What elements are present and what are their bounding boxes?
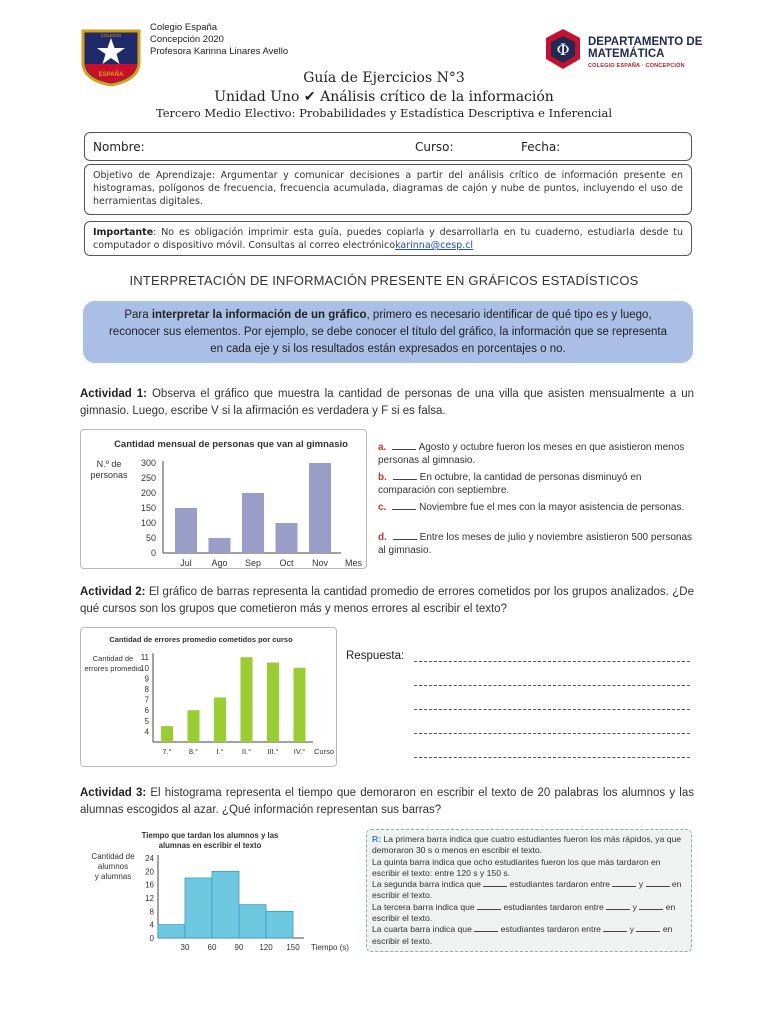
chart-title: alumnas en escribir el texto <box>158 841 262 850</box>
y-axis-label: N.º de <box>96 459 122 469</box>
intro-callout: Para interpretar la información de un gráfico, primero es necesario identificar de qué tipo es y luego, reconocer sus elementos. Por ejemplo, se debe conocer el título del gráfico, la información que se representa en cada eje y si los resultados están expresados en porcentajes o no. <box>83 301 693 363</box>
department-name: DEPARTAMENTO DE MATEMÁTICA COLEGIO ESPAÑA · CONCEPCIÓN <box>588 36 703 69</box>
chart-3-frame <box>80 826 350 954</box>
y-tick-label: 0 <box>150 548 156 558</box>
answer-line-5: La cuarta barra indica que estudiantes tardaron entre y en escribir el texto. <box>372 924 673 946</box>
learning-objective: Objetivo de Aprendizaje: Argumentar y comunicar decisiones a partir del análisis crítico de información presente en histogramas, polígonos de frecuencia, frecuencia acumulada, diagramas de cajón y nube de puntos, incluyendo el uso de herramientas digitales. <box>84 164 692 215</box>
important-note: Importante: No es obligación imprimir esta guía, puedes copiarla y desarrollarla en tu cuaderno, estudiarla desde tu computador o dispositivo móvil. Consultas al correo electrónicokarinna@cesp.cl <box>84 221 692 256</box>
y-tick-label: 8 <box>144 685 149 694</box>
name-label: Nombre: <box>93 140 145 154</box>
bar <box>239 905 266 938</box>
x-tick-label: 150 <box>286 943 300 952</box>
answer-blank[interactable] <box>392 509 416 510</box>
chart-1-frame <box>80 429 367 569</box>
y-tick-label: 100 <box>140 518 156 528</box>
y-axis-label: errores promedio <box>84 664 142 673</box>
chart-2-frame <box>80 627 337 767</box>
y-tick-label: 10 <box>140 663 149 673</box>
answer-line-1: R: La primera barra indica que cuatro estudiantes fueron los más rápidos, ya que demoraron 30 s o menos en escribir el texto. <box>372 834 682 856</box>
activity-3-answer-box <box>366 829 692 952</box>
x-tick-label: Sep <box>244 558 262 568</box>
statement-a: a. Agosto y octubre fueron los meses en que asistieron menos personas al gimnasio. <box>378 442 685 466</box>
x-tick-label: IV.° <box>293 747 306 756</box>
y-axis-label: Cantidad de <box>92 654 134 663</box>
x-tick-label: 30 <box>180 943 190 952</box>
x-tick-label: 90 <box>234 943 244 952</box>
y-tick-label: 8 <box>149 907 154 917</box>
bar <box>161 726 173 742</box>
x-axis-label: Curso <box>313 747 335 756</box>
bar <box>175 508 197 553</box>
bar <box>212 871 239 938</box>
answer-line-4: La tercera barra indica que estudiantes tardaron entre y en escribir el texto. <box>372 901 676 924</box>
crest-bottom-text: ESPAÑA <box>98 72 124 78</box>
y-tick-label: 9 <box>144 674 149 684</box>
section-title: INTERPRETACIÓN DE INFORMACIÓN PRESENTE EN GRÁFICOS ESTADÍSTICOS <box>129 273 639 288</box>
x-tick-label: I.° <box>216 747 224 756</box>
x-tick-label: III.° <box>267 747 279 756</box>
bar <box>241 657 253 742</box>
crest-top-text: COLEGIO <box>100 33 122 38</box>
date-label: Fecha: <box>521 140 561 154</box>
bar <box>266 911 293 938</box>
y-tick-label: 250 <box>140 473 156 483</box>
y-tick-label: 0 <box>149 934 154 943</box>
math-department-logo-icon <box>542 28 584 70</box>
x-tick-label: Oct <box>279 558 294 568</box>
course-label: Curso: <box>415 140 454 154</box>
gym-attendance-chart <box>81 430 366 568</box>
school-name: Colegio España <box>150 22 218 33</box>
x-axis-label: Mes <box>344 558 363 568</box>
bar <box>267 663 279 743</box>
x-tick-label: 8.° <box>188 747 199 756</box>
statement-b: b. En octubre, la cantidad de personas disminuyó en comparación con septiembre. <box>378 472 642 496</box>
statement-d: d. Entre los meses de julio y noviembre asistieron 500 personas al gimnasio. <box>378 532 693 556</box>
guide-title: Guía de Ejercicios N°3 <box>303 70 465 86</box>
x-tick-label: Nov <box>311 558 329 568</box>
statement-c: c. Noviembre fue el mes con la mayor asistencia de personas. <box>378 502 685 513</box>
bar <box>209 538 231 553</box>
answer-line-3: La segunda barra indica que estudiantes tardaron entre y en escribir el texto. <box>372 879 682 901</box>
y-tick-label: 200 <box>140 488 156 498</box>
y-tick-label: 11 <box>140 653 149 663</box>
course-title: Tercero Medio Electivo: Probabilidades y Estadística Descriptiva e Inferencial <box>155 106 613 120</box>
chart-title: Cantidad de errores promedio cometidos por curso <box>109 635 293 644</box>
answer-line[interactable] <box>414 757 690 758</box>
svg-text:Φ: Φ <box>556 40 570 59</box>
answer-blank[interactable] <box>393 479 417 480</box>
y-tick-label: 5 <box>144 716 149 726</box>
y-tick-label: 16 <box>145 880 154 890</box>
bar <box>158 925 185 938</box>
x-tick-label: 7.° <box>162 747 172 756</box>
x-tick-label: Ago <box>211 558 228 568</box>
answer-line[interactable] <box>414 685 690 686</box>
activity-3-prompt: Actividad 3: El histograma representa el tiempo que demoraron en escribir el texto de 20 palabras los alumnos y las alumnas escogidos al azar. ¿Qué información representan sus barras? <box>80 787 695 816</box>
chart-title: Cantidad mensual de personas que van al gimnasio <box>114 439 348 450</box>
y-tick-label: 12 <box>145 894 154 903</box>
x-tick-label: Jul <box>180 558 192 568</box>
y-axis-label: alumnos <box>97 862 129 871</box>
y-tick-label: 7 <box>144 695 149 705</box>
answer-line-2: La quinta barra indica que ocho estudiantes fueron los que más tardaron en escribir el texto: entre 120 s y 150 s. <box>372 856 661 878</box>
answer-line[interactable] <box>414 661 690 662</box>
x-tick-label: 120 <box>259 943 273 952</box>
bar <box>242 493 264 553</box>
chart-title: Tiempo que tardan los alumnos y las <box>141 831 279 840</box>
bar <box>294 668 306 742</box>
activity-2-prompt: Actividad 2: El gráfico de barras representa la cantidad promedio de errores cometidos por los grupos analizados. ¿De qué cursos son los grupos que cometieron más y menos errores al escribir el texto? <box>80 586 695 615</box>
x-tick-label: II.° <box>241 747 252 756</box>
bar <box>276 523 298 553</box>
teacher-name: Profesora Karinna Linares Avello <box>150 46 289 57</box>
y-axis-label: personas <box>90 470 128 480</box>
errors-by-course-chart <box>81 628 336 766</box>
y-tick-label: 20 <box>145 867 154 877</box>
check-icon: ✔ <box>303 89 316 105</box>
writing-time-histogram <box>80 826 350 954</box>
x-tick-label: 60 <box>207 943 217 952</box>
school-info <box>150 22 288 58</box>
student-info-box <box>84 132 692 161</box>
bar <box>214 697 226 742</box>
y-tick-label: 50 <box>145 533 156 543</box>
answer-line[interactable] <box>414 709 690 710</box>
answer-line[interactable] <box>414 733 690 734</box>
answer-label: Respuesta: <box>346 650 405 662</box>
y-tick-label: 24 <box>145 854 154 863</box>
answer-blank[interactable] <box>392 449 416 450</box>
activity-1-prompt: Actividad 1: Observa el gráfico que muestra la cantidad de personas de una villa que asisten mensualmente a un gimnasio. Luego, escribe V si la afirmación es verdadera y F si es falsa. <box>80 388 694 417</box>
school-city-year: Concepción 2020 <box>150 34 224 45</box>
email-link[interactable]: karinna@cesp.cl <box>395 240 474 251</box>
y-tick-label: 150 <box>140 503 156 513</box>
y-axis-label: y alumnas <box>94 872 132 881</box>
y-tick-label: 300 <box>140 458 156 468</box>
bar <box>188 710 200 742</box>
bar <box>185 878 212 938</box>
unit-title: Unidad Uno ✔ Análisis crítico de la información <box>214 89 554 105</box>
x-axis-label: Tiempo (s) <box>311 943 349 952</box>
y-tick-label: 4 <box>149 920 154 930</box>
y-tick-label: 6 <box>144 706 149 716</box>
y-tick-label: 4 <box>144 727 149 737</box>
bar <box>309 463 331 553</box>
answer-blank[interactable] <box>393 539 417 540</box>
y-axis-label: Cantidad de <box>91 852 135 861</box>
